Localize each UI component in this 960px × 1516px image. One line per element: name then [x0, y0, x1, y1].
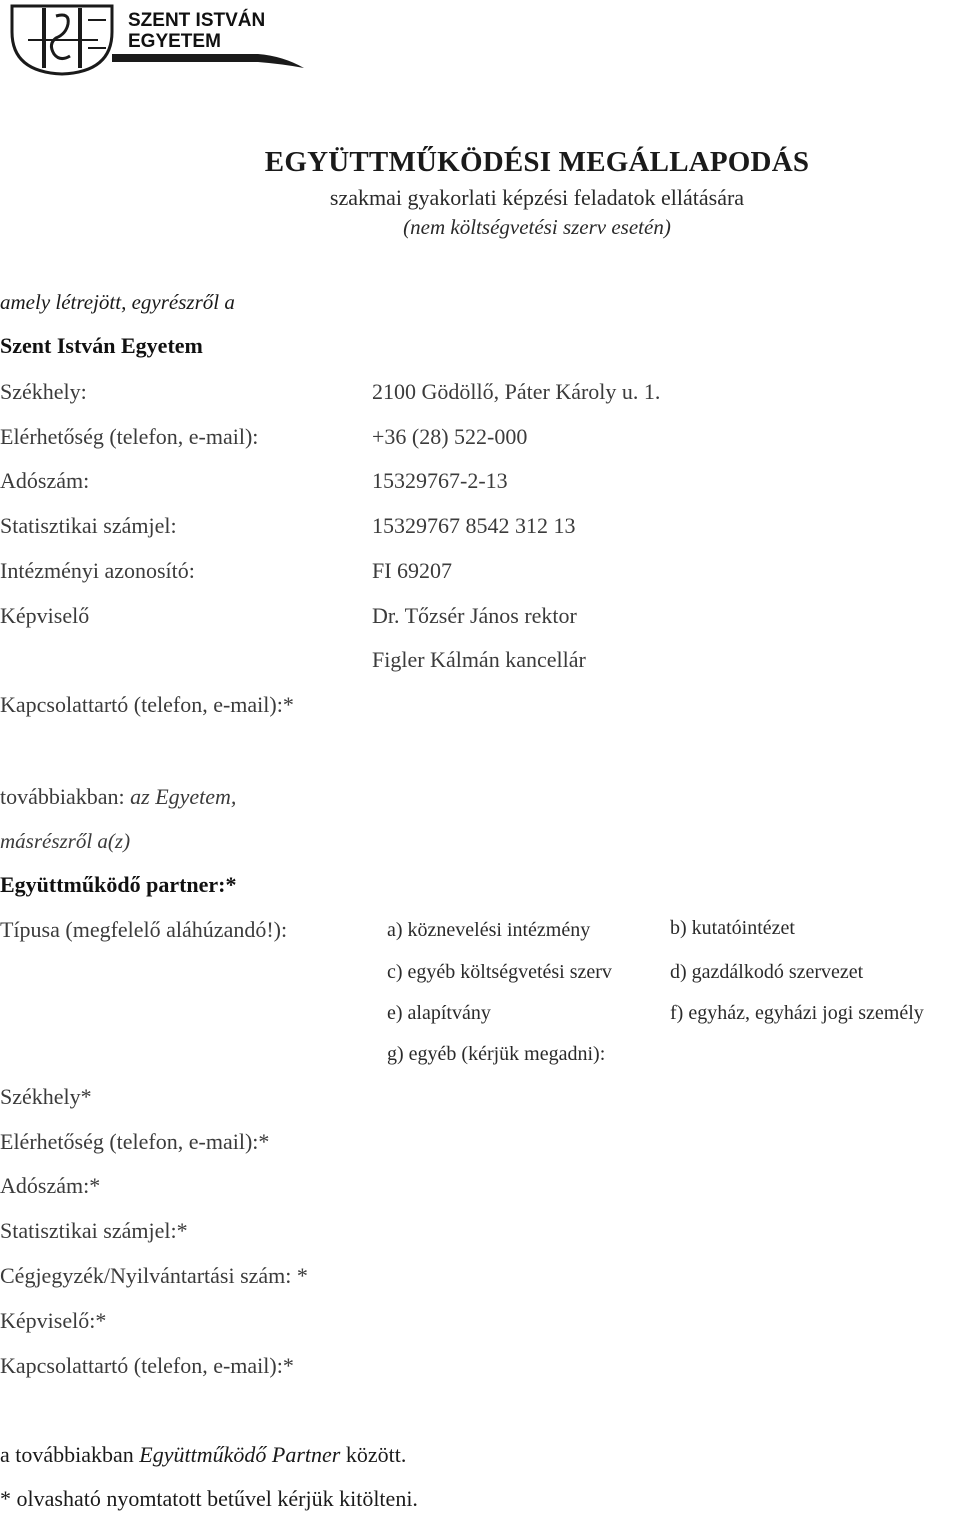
university-logo — [8, 2, 308, 76]
partner-type-option-d[interactable]: d) gazdálkodó szervezet — [670, 961, 864, 983]
partner-contact-label: Elérhetőség (telefon, e-mail):* — [0, 1129, 270, 1154]
representative-rector: Dr. Tőzsér János rektor — [372, 603, 577, 628]
liaison-label: Kapcsolattartó (telefon, e-mail):* — [0, 692, 294, 717]
contact-label: Elérhetőség (telefon, e-mail): — [0, 424, 259, 449]
document-title: EGYÜTTMŰKÖDÉSI MEGÁLLAPODÁS — [264, 146, 810, 178]
seat-value: 2100 Gödöllő, Páter Károly u. 1. — [372, 379, 661, 404]
contact-value: +36 (28) 522-000 — [372, 424, 528, 449]
representative-chancellor: Figler Kálmán kancellár — [372, 647, 586, 672]
partner-tax-label: Adószám:* — [0, 1173, 101, 1198]
logo-text-line2: EGYETEM — [128, 31, 221, 52]
hereafter-prefix: továbbiakban: — [0, 784, 131, 809]
inst-id-value: FI 69207 — [372, 558, 453, 583]
hereafter-university: az Egyetem, — [130, 784, 237, 809]
partner-type-label: Típusa (megfelelő aláhúzandó!): — [0, 917, 288, 942]
document-subtitle: szakmai gyakorlati képzési feladatok ellátására — [329, 185, 745, 210]
between-prefix: a továbbiakban — [0, 1442, 140, 1467]
partner-type-option-c[interactable]: c) egyéb költségvetési szerv — [387, 961, 612, 983]
stat-value: 15329767 8542 312 13 — [372, 513, 576, 538]
partner-liaison-label: Kapcsolattartó (telefon, e-mail):* — [0, 1353, 294, 1378]
document-subtitle-note: (nem költségvetési szerv esetén) — [403, 215, 671, 239]
partner-type-option-e[interactable]: e) alapítvány — [387, 1002, 491, 1024]
partner-seat-label: Székhely* — [0, 1084, 92, 1109]
fill-in-note: * olvasható nyomtatott betűvel kérjük kitölteni. — [0, 1486, 418, 1511]
partner-registry-label: Cégjegyzék/Nyilvántartási szám: * — [0, 1263, 308, 1288]
partner-representative-label: Képviselő:* — [0, 1308, 107, 1333]
between-suffix: között. — [340, 1442, 407, 1467]
logo-text-line1: SZENT ISTVÁN — [128, 10, 266, 31]
tax-value: 15329767-2-13 — [372, 468, 508, 493]
tax-label: Adószám: — [0, 468, 90, 493]
partner-type-option-a[interactable]: a) köznevelési intézmény — [387, 919, 591, 941]
inst-id-label: Intézményi azonosító: — [0, 558, 195, 583]
partner-type-option-g[interactable]: g) egyéb (kérjük megadni): — [387, 1043, 606, 1065]
partner-stat-label: Statisztikai számjel:* — [0, 1218, 188, 1243]
partner-heading: Együttműködő partner:* — [0, 872, 237, 897]
partner-type-option-f[interactable]: f) egyház, egyházi jogi személy — [670, 1002, 924, 1024]
intro-line: amely létrejött, egyrészről a — [0, 290, 235, 314]
between-partner: Együttműködő Partner — [139, 1442, 341, 1467]
other-party-line: másrészről a(z) — [0, 829, 131, 853]
logo-swoosh — [112, 54, 304, 68]
seat-label: Székhely: — [0, 379, 87, 404]
monogram-emblem — [12, 6, 112, 74]
hereafter-line — [0, 784, 236, 810]
stat-label: Statisztikai számjel: — [0, 513, 177, 538]
representative-label: Képviselő — [0, 603, 90, 628]
university-name: Szent István Egyetem — [0, 333, 203, 358]
partner-type-option-b[interactable]: b) kutatóintézet — [670, 917, 795, 939]
between-line — [0, 1442, 406, 1468]
